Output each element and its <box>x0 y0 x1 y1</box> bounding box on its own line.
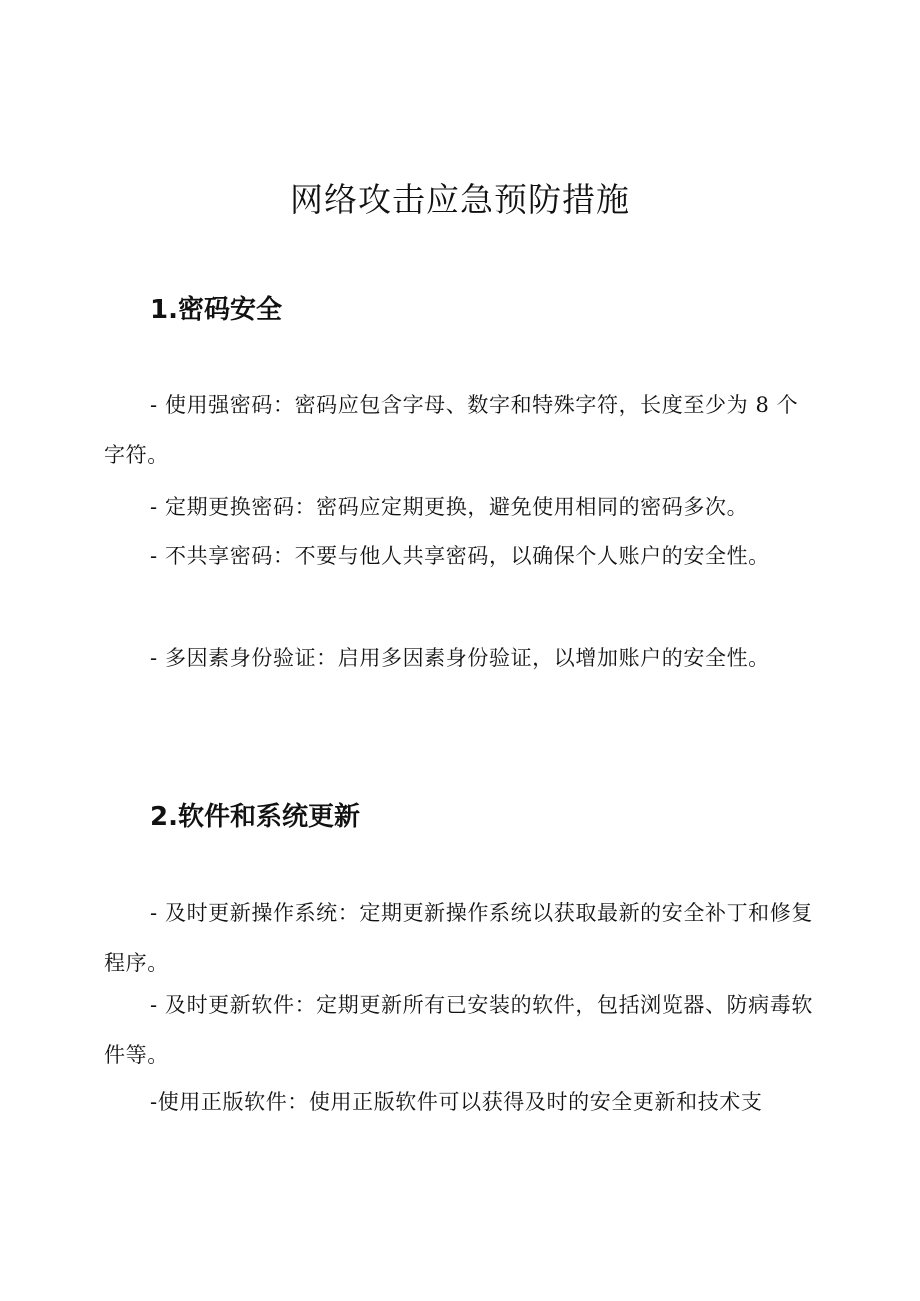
list-item: - 及时更新操作系统：定期更新操作系统以获取最新的安全补丁和修复程序。 <box>104 901 813 975</box>
page-title: 网络攻击应急预防措施 <box>290 180 630 219</box>
section-heading-software-updates: 2.软件和系统更新 <box>150 802 360 832</box>
list-item: - 多因素身份验证：启用多因素身份验证，以增加账户的安全性。 <box>150 646 770 670</box>
list-item: - 及时更新软件：定期更新所有已安装的软件，包括浏览器、防病毒软件等。 <box>104 993 813 1067</box>
section-heading-password-security: 1.密码安全 <box>150 295 282 325</box>
list-item: - 使用强密码：密码应包含字母、数字和特殊字符，长度至少为 8 个字符。 <box>104 393 799 467</box>
list-item: - 不共享密码：不要与他人共享密码，以确保个人账户的安全性。 <box>150 544 770 568</box>
list-item: -使用正版软件：使用正版软件可以获得及时的安全更新和技术支 <box>150 1090 763 1114</box>
list-item: - 定期更换密码：密码应定期更换，避免使用相同的密码多次。 <box>150 495 749 519</box>
